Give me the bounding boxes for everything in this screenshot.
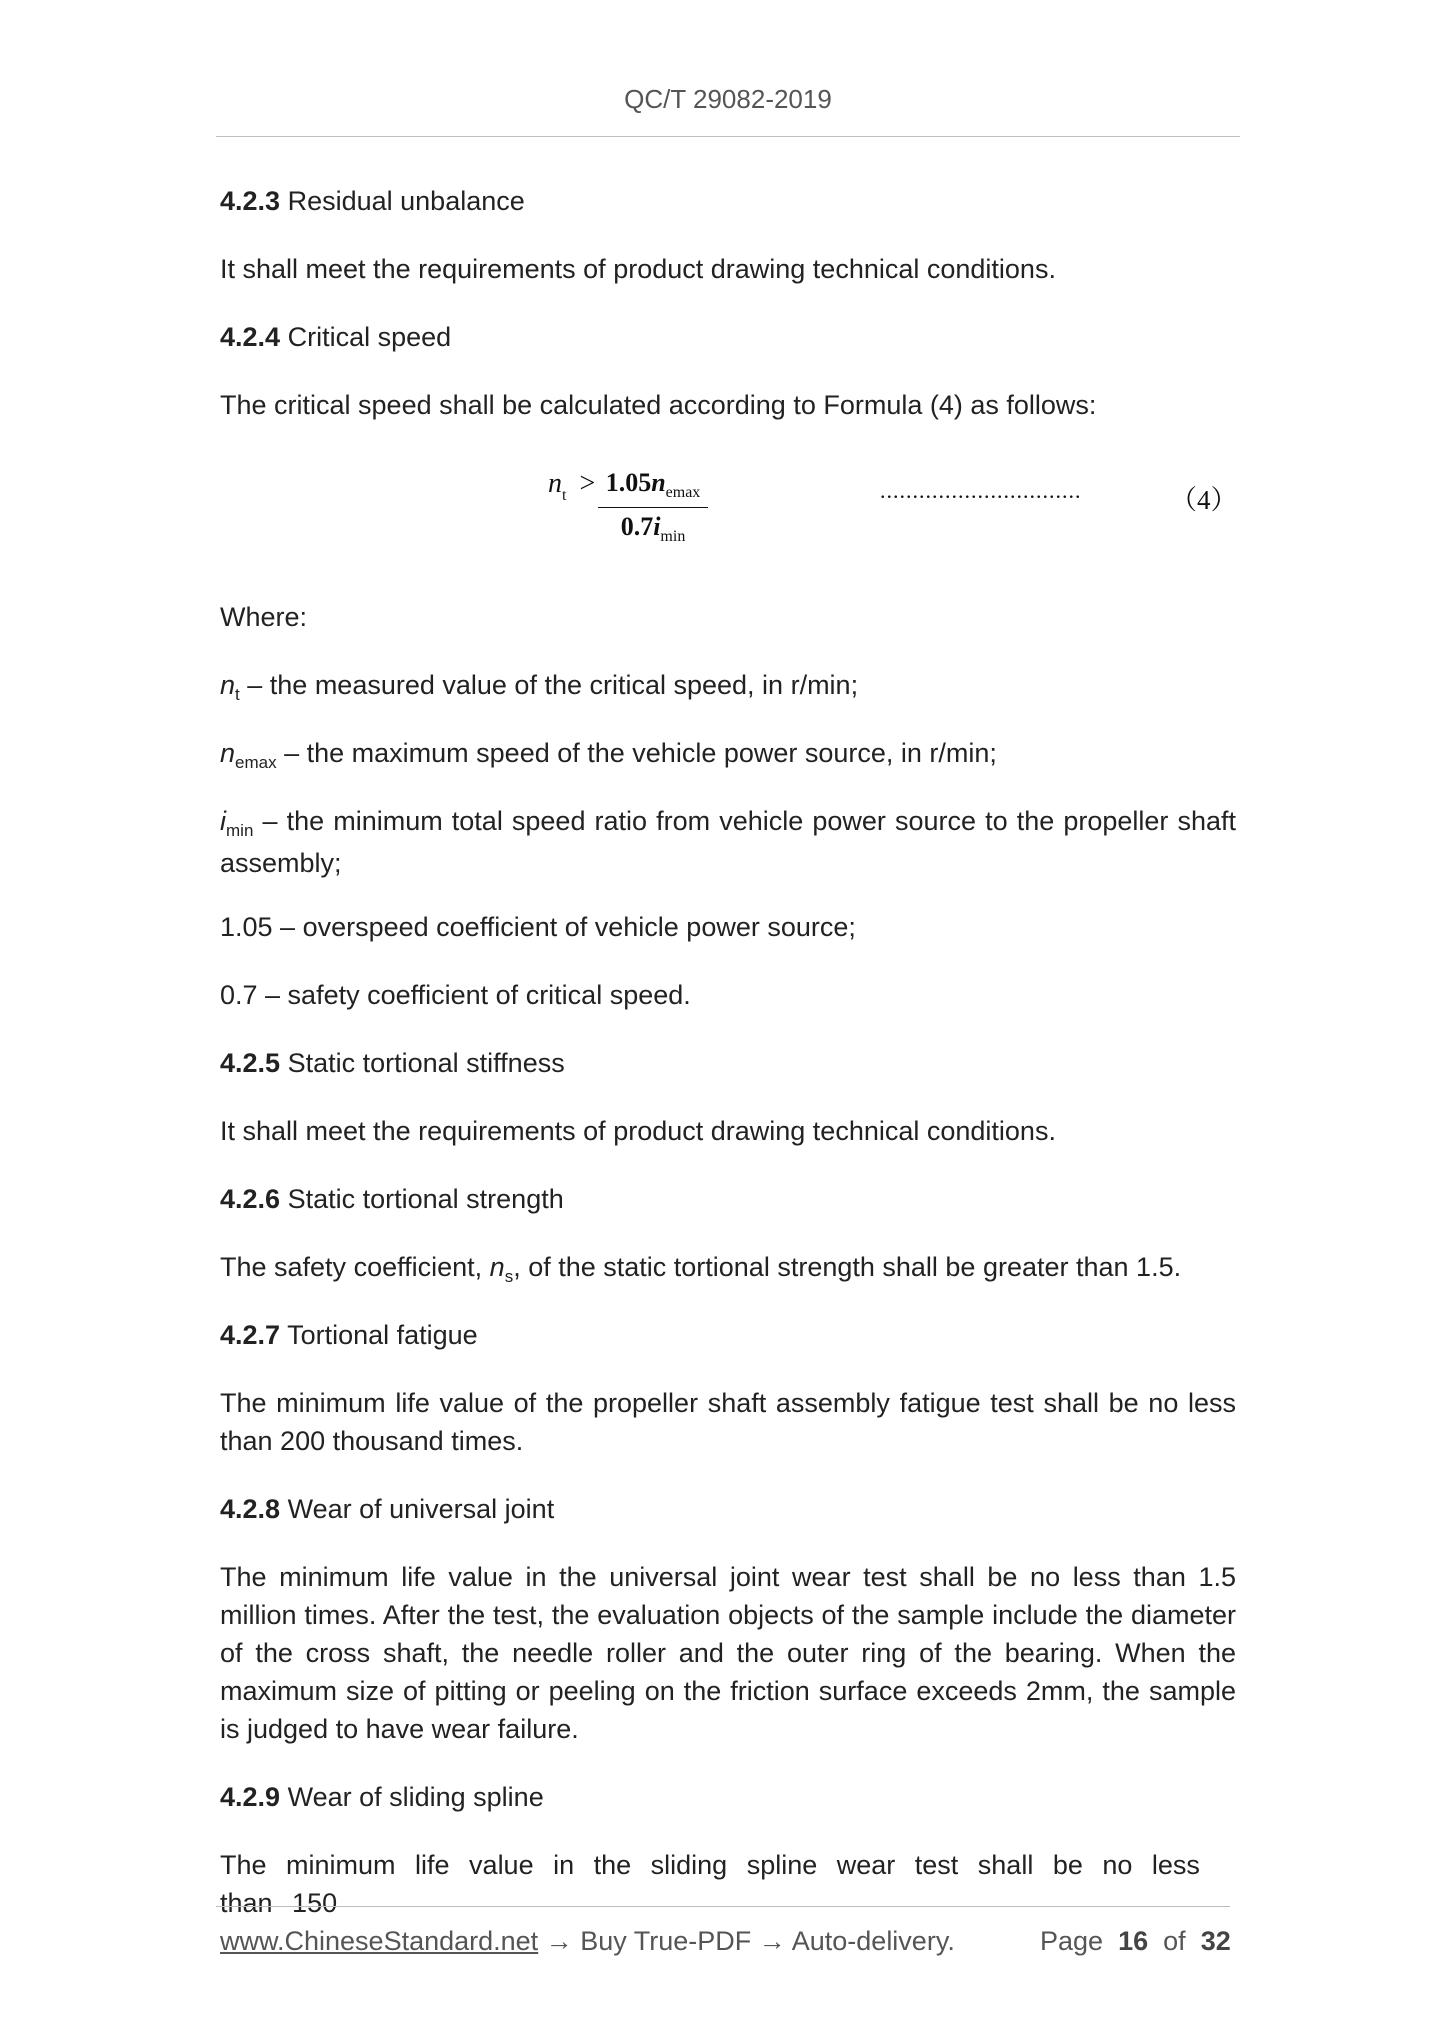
where-item-nemax: $n_{emax}$ – the maximum speed of the vehicle power source, in r/min; xyxy=(220,738,997,772)
formula-leader-dots: ............................... xyxy=(880,478,1082,503)
formula-number: （4） xyxy=(1170,485,1238,515)
paragraph-4-2-8: The minimum life value in the universal joint wear test shall be no less than 1.5 million times. After the test, the evaluation objects of the sample include the diameter of the cross shaft, the needle roller and the outer ring of the bearing. When the maximum size of pitting or peeling on the friction surface exceeds 2mm, the sample is judged to have wear failure. xyxy=(220,1562,1236,1744)
footer-promo: www.ChineseStandard.net → Buy True-PDF → Auto-delivery. xyxy=(220,1926,955,1956)
where-item-nt: $n_t$ – the measured value of the critical speed, in r/min; xyxy=(220,670,859,704)
paragraph-4-2-3: It shall meet the requirements of product drawing technical conditions. xyxy=(220,254,1056,284)
section-heading-4-2-6: 4.2.6 Static tortional strength xyxy=(220,1184,564,1214)
paragraph-4-2-4: The critical speed shall be calculated according to Formula (4) as follows: xyxy=(220,390,1097,420)
section-heading-4-2-8: 4.2.8 Wear of universal joint xyxy=(220,1494,555,1524)
where-item-0-7: 0.7 – safety coefficient of critical speed. xyxy=(220,980,691,1010)
where-item-imin: $i_{min}$ – the minimum total speed ratio from vehicle power source to the propeller shaft assembly; xyxy=(220,806,1236,878)
paragraph-4-2-5: It shall meet the requirements of product drawing technical conditions. xyxy=(220,1116,1056,1146)
document-id-header: QC/T 29082-2019 xyxy=(624,84,832,114)
where-label: Where: xyxy=(220,602,308,632)
formula-numerator: $1.05n_{emax}$ xyxy=(605,468,701,501)
section-heading-4-2-7: 4.2.7 Tortional fatigue xyxy=(220,1320,478,1350)
paragraph-4-2-6: The safety coefficient, $n_s$, of the static tortional strength shall be greater than 1.5. xyxy=(220,1252,1182,1286)
paragraph-4-2-9: The minimum life value in the sliding spline wear test shall be no less than 150 xyxy=(220,1850,1200,1918)
fraction-bar xyxy=(598,507,708,508)
section-heading-4-2-4: 4.2.4 Critical speed xyxy=(220,322,452,352)
formula-lhs: $n_t$ > xyxy=(548,468,596,504)
page-number: Page 16 of 32 xyxy=(1040,1926,1231,1956)
section-heading-4-2-9: 4.2.9 Wear of sliding spline xyxy=(220,1782,544,1812)
section-heading-4-2-5: 4.2.5 Static tortional stiffness xyxy=(220,1048,565,1078)
formula-denominator: $0.7i_{min}$ xyxy=(620,512,686,545)
website-link[interactable]: www.ChineseStandard.net xyxy=(220,1926,539,1956)
footer-rule xyxy=(216,1906,1230,1907)
section-heading-4-2-3: 4.2.3 Residual unbalance xyxy=(220,186,525,216)
paragraph-4-2-7: The minimum life value of the propeller shaft assembly fatigue test shall be no less than 200 thousand times. xyxy=(220,1388,1236,1456)
where-item-1-05: 1.05 – overspeed coefficient of vehicle power source; xyxy=(220,912,856,942)
header-rule xyxy=(216,136,1240,137)
